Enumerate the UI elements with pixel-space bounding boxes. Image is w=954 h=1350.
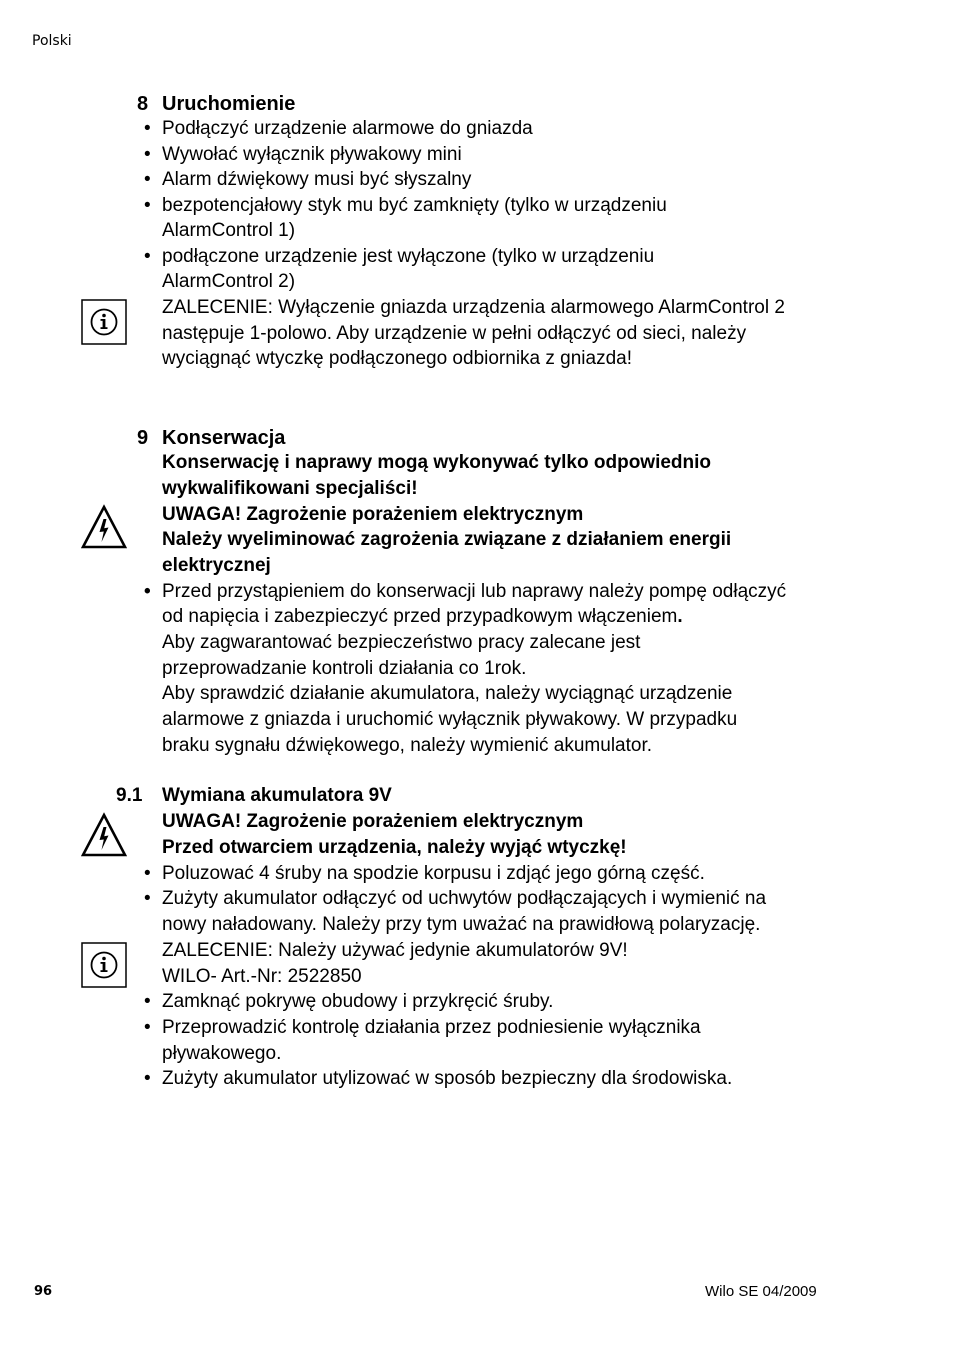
- list-item: Przeprowadzić kontrolę działania przez podniesienie wyłącznika: [162, 1017, 701, 1038]
- bullet-marker: •: [144, 581, 151, 602]
- section-number: 9: [137, 427, 149, 449]
- footer-publisher: Wilo SE 04/2009: [705, 1283, 817, 1300]
- bullet-marker: •: [144, 1068, 151, 1089]
- warning-text: Przed otwarciem urządzenia, należy wyjąć wtyczkę!: [162, 837, 627, 858]
- list-item: bezpotencjałowy styk mu być zamknięty (tylko w urządzeniu: [162, 195, 667, 216]
- list-item-continuation: braku sygnału dźwiękowego, należy wymienić akumulator.: [162, 735, 653, 756]
- list-item-continuation: Aby sprawdzić działanie akumulatora, należy wyciągnąć urządzenie: [162, 683, 733, 704]
- list-item-continuation: pływakowego.: [162, 1043, 282, 1064]
- list-item: Zużyty akumulator utylizować w sposób bezpieczny dla środowiska.: [162, 1068, 733, 1089]
- high-voltage-warning-icon: [81, 504, 127, 550]
- note-text: wyciągnąć wtyczkę podłączonego odbiornika z gniazda!: [162, 348, 632, 369]
- note-text: ZALECENIE: Należy używać jedynie akumulatorów 9V!: [162, 940, 628, 961]
- info-icon: [81, 942, 127, 988]
- list-item: Wywołać wyłącznik pływakowy mini: [162, 144, 462, 165]
- list-item-continuation: nowy naładowany. Należy przy tym uważać na prawidłową polaryzację.: [162, 914, 761, 935]
- list-item-continuation: AlarmControl 1): [162, 220, 296, 241]
- bullet-marker: •: [144, 195, 151, 216]
- page-number: 96: [34, 1284, 53, 1299]
- high-voltage-warning-icon: [81, 812, 127, 858]
- intro-text: wykwalifikowani specjaliści!: [162, 478, 418, 499]
- section-title: Uruchomienie: [162, 93, 296, 115]
- note-text: następuje 1-polowo. Aby urządzenie w pełni odłączyć od sieci, należy: [162, 323, 747, 344]
- bullet-marker: •: [144, 118, 151, 139]
- note-text: ZALECENIE: Wyłączenie gniazda urządzenia alarmowego AlarmControl 2: [162, 297, 785, 318]
- section-title: Wymiana akumulatora 9V: [162, 785, 392, 806]
- language-label: Polski: [32, 33, 72, 49]
- list-item-continuation: alarmowe z gniazda i uruchomić wyłącznik pływakowy. W przypadku: [162, 709, 738, 730]
- bullet-marker: •: [144, 169, 151, 190]
- intro-text: Konserwację i naprawy mogą wykonywać tylko odpowiednio: [162, 452, 712, 473]
- bullet-marker: •: [144, 246, 151, 267]
- list-item-continuation: AlarmControl 2): [162, 271, 296, 292]
- list-item: Alarm dźwiękowy musi być słyszalny: [162, 169, 472, 190]
- bullet-marker: •: [144, 991, 151, 1012]
- warning-text: UWAGA! Zagrożenie porażeniem elektrycznym: [162, 811, 584, 832]
- section-title: Konserwacja: [162, 427, 286, 449]
- bullet-marker: •: [144, 888, 151, 909]
- list-item: Poluzować 4 śruby na spodzie korpusu i zdjąć jego górną część.: [162, 863, 705, 884]
- list-item: podłączone urządzenie jest wyłączone (tylko w urządzeniu: [162, 246, 655, 267]
- section-number: 9.1: [116, 785, 143, 806]
- info-icon: [81, 299, 127, 345]
- list-item-continuation: Aby zagwarantować bezpieczeństwo pracy zalecane jest: [162, 632, 641, 653]
- list-item: Przed przystąpieniem do konserwacji lub naprawy należy pompę odłączyć: [162, 581, 787, 602]
- bullet-marker: •: [144, 863, 151, 884]
- section-number: 8: [137, 93, 149, 115]
- note-text: WILO- Art.-Nr: 2522850: [162, 966, 362, 987]
- bullet-marker: •: [144, 144, 151, 165]
- list-item-continuation: od napięcia i zabezpieczyć przed przypadkowym włączeniem.: [162, 606, 683, 627]
- list-item-continuation: przeprowadzanie kontroli działania co 1rok.: [162, 658, 527, 679]
- warning-text: Należy wyeliminować zagrożenia związane z działaniem energii: [162, 529, 732, 550]
- bullet-marker: •: [144, 1017, 151, 1038]
- warning-text: UWAGA! Zagrożenie porażeniem elektrycznym: [162, 504, 584, 525]
- list-item: Podłączyć urządzenie alarmowe do gniazda: [162, 118, 533, 139]
- list-item: Zużyty akumulator odłączyć od uchwytów podłączających i wymienić na: [162, 888, 767, 909]
- warning-text: elektrycznej: [162, 555, 271, 576]
- list-item: Zamknąć pokrywę obudowy i przykręcić śruby.: [162, 991, 554, 1012]
